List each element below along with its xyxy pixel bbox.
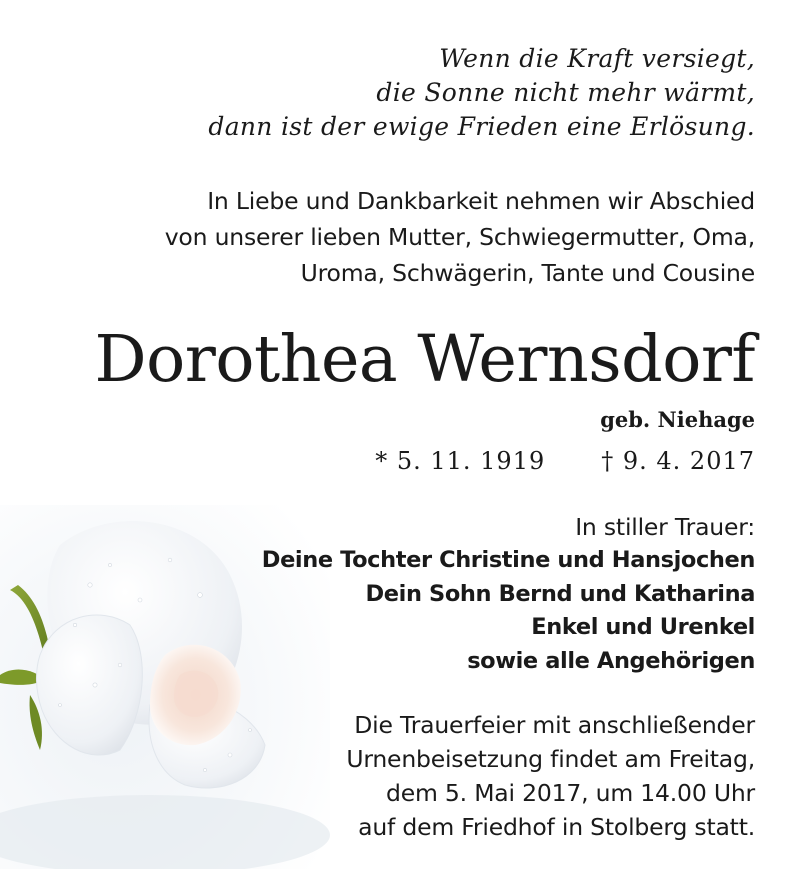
- mourner: Deine Tochter Christine und Hansjochen: [261, 547, 755, 573]
- intro-line: Uroma, Schwägerin, Tante und Cousine: [300, 259, 755, 287]
- mourning-label: In stiller Trauer:: [575, 513, 755, 541]
- mourners-list: [262, 544, 755, 678]
- mourner: Dein Sohn Bernd und Katharina: [365, 580, 755, 607]
- service-info: [346, 708, 755, 844]
- mourner: sowie alle Angehörigen: [467, 647, 755, 674]
- birth-date: * 5. 11. 1919: [375, 447, 546, 475]
- birth-name: geb. Niehage: [600, 407, 755, 432]
- service-line: Die Trauerfeier mit anschließender: [354, 711, 755, 739]
- service-line: dem 5. Mai 2017, um 14.00 Uhr: [385, 779, 755, 807]
- poem-line: dann ist der ewige Frieden eine Erlösung.: [208, 112, 755, 141]
- poem-line: Wenn die Kraft versiegt,: [439, 44, 755, 73]
- service-line: Urnenbeisetzung findet am Freitag,: [346, 745, 755, 773]
- intro-text: [165, 183, 755, 291]
- poem-line: die Sonne nicht mehr wärmt,: [376, 78, 755, 107]
- intro-line: von unserer lieben Mutter, Schwiegermutter, Oma,: [164, 223, 755, 251]
- service-line: auf dem Friedhof in Stolberg statt.: [358, 813, 755, 841]
- poem: [208, 42, 755, 144]
- mourner: Enkel und Urenkel: [531, 614, 755, 640]
- life-dates: [375, 444, 755, 478]
- deceased-name: Dorothea Wernsdorf: [94, 322, 755, 397]
- intro-line: In Liebe und Dankbarkeit nehmen wir Abschied: [207, 187, 755, 215]
- death-date: † 9. 4. 2017: [601, 447, 755, 475]
